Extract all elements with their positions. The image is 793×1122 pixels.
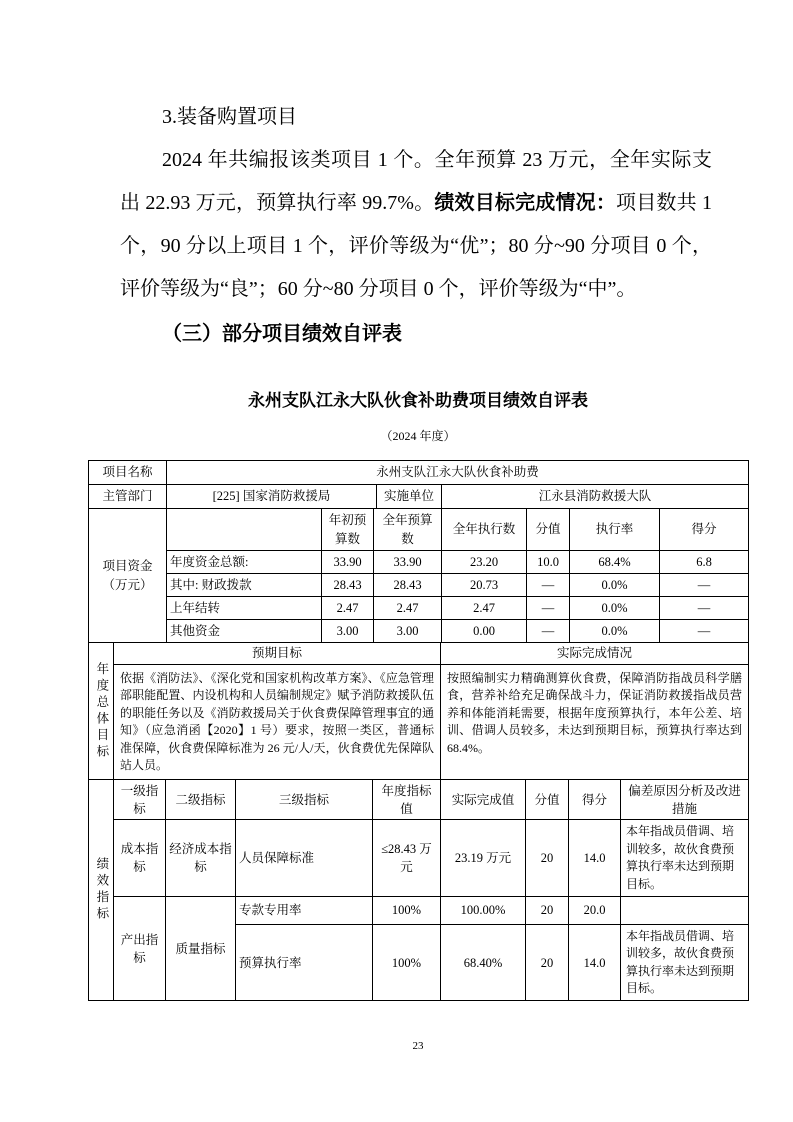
fund-value-cell: — (527, 574, 570, 597)
funds-blank-cell (167, 509, 322, 551)
unit-value: 江永县消防救援大队 (442, 485, 749, 509)
fund-row-name: 年度资金总额: (167, 551, 322, 574)
table-subtitle: （2024 年度） (380, 429, 456, 443)
table-row (89, 485, 749, 509)
paragraph-text: 项目数共 1 个，90 分以上项目 1 个，评价等级为“优”；80 分~90 分项目 0 个，评价等级为“良”；60 分~80 分项目 0 个，评价等级为“中”。 (120, 192, 712, 300)
indicator-level3: 专款专用率 (236, 896, 373, 924)
indicator-col-header: 实际完成值 (441, 780, 526, 820)
funds-col-header: 全年预算数 (374, 509, 442, 551)
fund-value-cell: 0.00 (442, 620, 527, 643)
indicator-score: 14.0 (569, 924, 621, 1001)
indicator-deviation: 本年指战员借调、培训较多，故伙食费预算执行率未达到预期目标。 (621, 924, 749, 1001)
fund-value-cell: 33.90 (374, 551, 442, 574)
fund-value-cell: — (660, 574, 749, 597)
indicator-actual: 23.19 万元 (441, 820, 526, 897)
indicator-deviation: 本年指战员借调、培训较多，故伙食费预算执行率未达到预期目标。 (621, 820, 749, 897)
indicator-weight: 20 (526, 820, 569, 897)
dept-label: 主管部门 (89, 485, 167, 509)
indicator-deviation (621, 896, 749, 924)
fund-value-cell: 28.43 (374, 574, 442, 597)
actual-result-text: 按照编制实力精确测算伙食费，保障消防指战员科学膳食，营养补给充足确保战斗力，保证消防救援指战员营养和体能消耗需要，根据年度预算执行，本年公差、培训、借调人员较多，未达到预期目标，预算执行率达到 68.4%。 (441, 665, 749, 780)
table-title: 永州支队江永大队伙食补助费项目绩效自评表 (248, 391, 588, 410)
funds-row (89, 597, 749, 620)
fund-value-cell: 2.47 (322, 597, 374, 620)
fund-value-cell: 0.0% (570, 574, 660, 597)
indicator-col-header: 分值 (526, 780, 569, 820)
fund-value-cell: 0.0% (570, 597, 660, 620)
funds-section-label: 项目资金（万元） (89, 509, 167, 643)
indicator-level3: 预算执行率 (236, 924, 373, 1001)
fund-row-name: 其中: 财政拨款 (167, 574, 322, 597)
fund-value-cell: 2.47 (442, 597, 527, 620)
indicator-level2: 经济成本指标 (166, 820, 236, 897)
section-paragraph (120, 139, 712, 311)
annual-goal-section-label (89, 643, 114, 780)
indicator-col-header: 三级指标 (236, 780, 373, 820)
indicator-score: 20.0 (569, 896, 621, 924)
body-text-block (120, 96, 712, 356)
indicator-target: 100% (373, 924, 441, 1001)
indicator-col-header: 二级指标 (166, 780, 236, 820)
fund-value-cell: 28.43 (322, 574, 374, 597)
fund-value-cell: 23.20 (442, 551, 527, 574)
indicator-target: 100% (373, 896, 441, 924)
indicator-actual: 100.00% (441, 896, 526, 924)
indicator-target: ≤28.43 万元 (373, 820, 441, 897)
fund-value-cell: 2.47 (374, 597, 442, 620)
expected-goal-header: 预期目标 (114, 643, 441, 665)
funds-col-header: 全年执行数 (442, 509, 527, 551)
fund-value-cell: — (527, 597, 570, 620)
fund-value-cell: — (660, 597, 749, 620)
indicators-table (88, 779, 749, 1001)
fund-value-cell: — (660, 620, 749, 643)
funds-row (89, 551, 749, 574)
fund-value-cell: 3.00 (374, 620, 442, 643)
fund-value-cell: 3.00 (322, 620, 374, 643)
indicator-level1: 成本指标 (114, 820, 166, 897)
indicator-col-header: 偏差原因分析及改进措施 (621, 780, 749, 820)
indicator-weight: 20 (526, 896, 569, 924)
funds-col-header: 得分 (660, 509, 749, 551)
indicator-row (89, 896, 749, 924)
dept-value: [225] 国家消防救援局 (167, 485, 377, 509)
fund-value-cell: 0.0% (570, 620, 660, 643)
indicators-section-label (89, 780, 114, 1001)
fund-value-cell: 33.90 (322, 551, 374, 574)
fund-value-cell: 68.4% (570, 551, 660, 574)
page-number: 23 (412, 1040, 424, 1052)
indicator-level1: 产出指标 (114, 896, 166, 1001)
expected-goal-text: 依据《消防法》、《深化党和国家机构改革方案》、《应急管理部职能配置、内设机构和人员编制规定》赋予消防救援队伍的职能任务以及《消防救援局关于伙食费保障管理事宜的通知》（应急消函【2020】1 号）要求，按照一类区，普通标准保障，伙食费保障标准为 26 元/人/天，伙食费优先保障队站人员。 (114, 665, 441, 780)
funds-col-header: 执行率 (570, 509, 660, 551)
annual-goal-table (88, 642, 749, 780)
indicator-level2: 质量指标 (166, 896, 236, 1001)
table-row (89, 461, 749, 485)
funds-row (89, 620, 749, 643)
indicator-score: 14.0 (569, 820, 621, 897)
fund-value-cell: 6.8 (660, 551, 749, 574)
project-name-label: 项目名称 (89, 461, 167, 485)
fund-value-cell: — (527, 620, 570, 643)
indicators-label-text: 绩效指标 (94, 857, 109, 924)
funds-col-header: 分值 (527, 509, 570, 551)
funds-header-row (89, 509, 749, 551)
funds-col-header: 年初预算数 (322, 509, 374, 551)
indicator-weight: 20 (526, 924, 569, 1001)
indicator-actual: 68.40% (441, 924, 526, 1001)
paragraph-bold-text: 绩效目标完成情况： (434, 192, 617, 214)
fund-value-cell: 10.0 (527, 551, 570, 574)
unit-label: 实施单位 (377, 485, 442, 509)
indicators-header-row (89, 780, 749, 820)
paragraph-text: 2024 年共编报该类项目 1 个。全年预算 23 万元，全年实际支出 22.93 万元，预算执行率 99.7%。 (120, 149, 712, 214)
project-name-value: 永州支队江永大队伙食补助费 (167, 461, 749, 485)
funds-table (88, 508, 749, 643)
fund-row-name: 其他资金 (167, 620, 322, 643)
subsection-heading: （三）部分项目绩效自评表 (162, 323, 402, 345)
indicator-row (89, 820, 749, 897)
indicator-col-header: 年度指标值 (373, 780, 441, 820)
indicator-col-header: 得分 (569, 780, 621, 820)
indicator-col-header: 一级指标 (114, 780, 166, 820)
section-heading: 3.装备购置项目 (162, 106, 297, 128)
basic-info-table (88, 460, 749, 509)
goal-text-row (89, 665, 749, 780)
goal-header-row (89, 643, 749, 665)
indicator-level3: 人员保障标准 (236, 820, 373, 897)
funds-row (89, 574, 749, 597)
actual-result-header: 实际完成情况 (441, 643, 749, 665)
fund-value-cell: 20.73 (442, 574, 527, 597)
annual-goal-label-text: 年度总体目标 (94, 661, 109, 761)
fund-row-name: 上年结转 (167, 597, 322, 620)
